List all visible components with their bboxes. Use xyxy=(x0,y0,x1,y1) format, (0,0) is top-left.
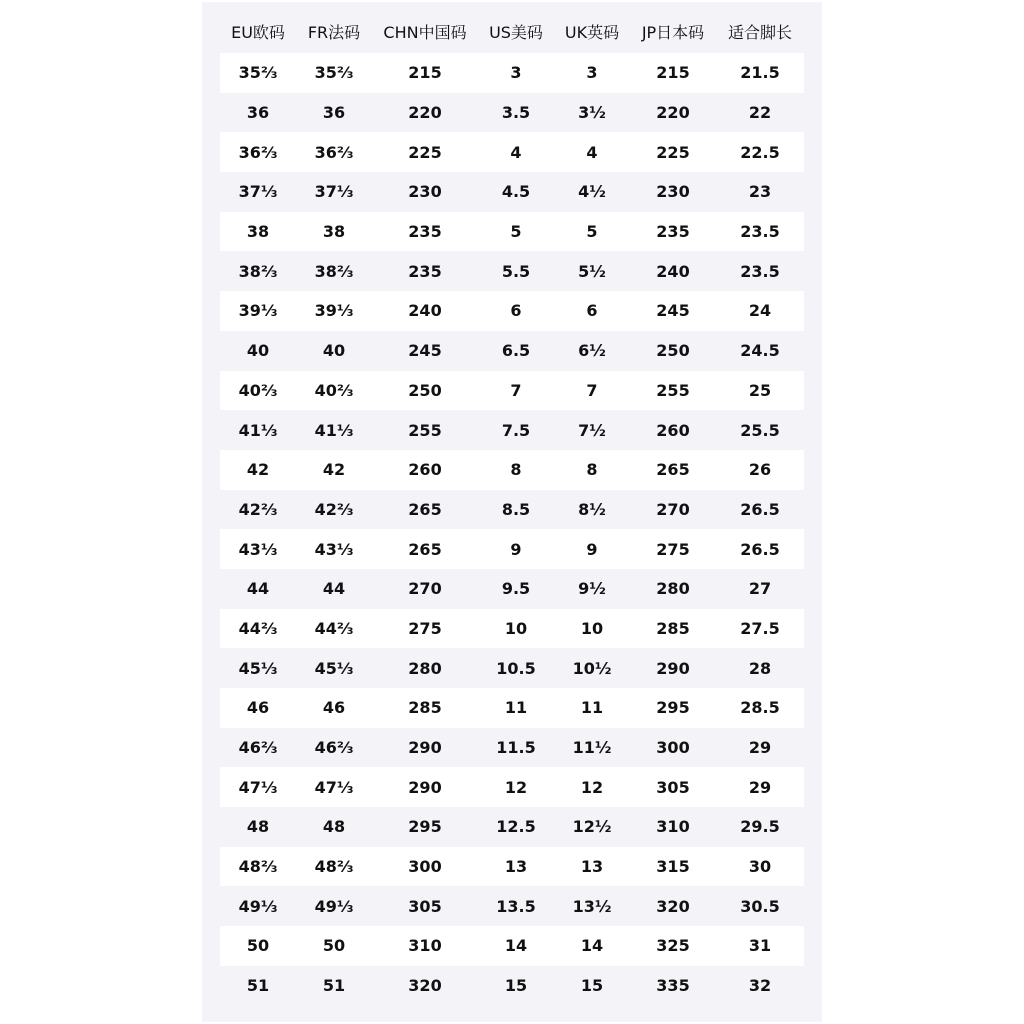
cell-us: 9 xyxy=(510,539,522,559)
cell-uk: 4 xyxy=(586,142,598,162)
cell-fr: 45⅓ xyxy=(314,658,354,678)
cell-uk: 8 xyxy=(586,460,598,480)
cell-foot-length: 29 xyxy=(748,777,772,797)
cell-chn: 260 xyxy=(408,460,442,480)
cell-foot-length: 24 xyxy=(748,301,772,321)
cell-foot-length: 32 xyxy=(748,976,772,996)
size-chart-panel xyxy=(202,2,822,1022)
table-body xyxy=(220,53,804,1006)
table-row xyxy=(220,847,804,887)
cell-foot-length: 30 xyxy=(748,857,772,877)
cell-jp: 300 xyxy=(656,738,690,758)
table-row xyxy=(220,331,804,371)
cell-uk: 12 xyxy=(580,777,604,797)
table-row xyxy=(220,450,804,490)
cell-us: 10 xyxy=(504,618,528,638)
table-row xyxy=(220,291,804,331)
cell-us: 13 xyxy=(504,857,528,877)
cell-fr: 37⅓ xyxy=(314,182,354,202)
cell-eu: 51 xyxy=(246,976,270,996)
cell-chn: 310 xyxy=(408,936,442,956)
header-us: US美码 xyxy=(489,22,543,42)
cell-chn: 220 xyxy=(408,103,442,123)
cell-chn: 320 xyxy=(408,976,442,996)
table-row xyxy=(220,926,804,966)
cell-uk: 14 xyxy=(580,936,604,956)
table-row xyxy=(220,966,804,1006)
cell-chn: 265 xyxy=(408,539,442,559)
cell-fr: 39⅓ xyxy=(314,301,354,321)
table-row xyxy=(220,490,804,530)
cell-fr: 42 xyxy=(322,460,346,480)
cell-jp: 290 xyxy=(656,658,690,678)
cell-foot-length: 28.5 xyxy=(740,698,780,718)
cell-foot-length: 31 xyxy=(748,936,772,956)
cell-eu: 37⅓ xyxy=(238,182,278,202)
cell-chn: 280 xyxy=(408,658,442,678)
cell-chn: 275 xyxy=(408,618,442,638)
cell-uk: 13½ xyxy=(572,896,612,916)
cell-foot-length: 22.5 xyxy=(740,142,780,162)
cell-us: 8.5 xyxy=(501,499,531,519)
cell-us: 6.5 xyxy=(501,341,531,361)
cell-jp: 250 xyxy=(656,341,690,361)
cell-eu: 47⅓ xyxy=(238,777,278,797)
header-foot-length: 适合脚长 xyxy=(727,22,792,42)
cell-uk: 10½ xyxy=(572,658,612,678)
cell-fr: 49⅓ xyxy=(314,896,354,916)
cell-foot-length: 26 xyxy=(748,460,772,480)
table-row xyxy=(220,251,804,291)
cell-foot-length: 26.5 xyxy=(740,499,780,519)
cell-jp: 335 xyxy=(656,976,690,996)
cell-foot-length: 25 xyxy=(748,380,772,400)
header-eu: EU欧码 xyxy=(231,22,285,42)
cell-chn: 300 xyxy=(408,857,442,877)
cell-foot-length: 28 xyxy=(748,658,772,678)
cell-eu: 44⅔ xyxy=(238,618,278,638)
cell-uk: 3½ xyxy=(578,103,606,123)
header-fr: FR法码 xyxy=(307,22,361,42)
cell-eu: 45⅓ xyxy=(238,658,278,678)
cell-uk: 11 xyxy=(580,698,604,718)
cell-foot-length: 27.5 xyxy=(740,618,780,638)
cell-eu: 46 xyxy=(246,698,270,718)
cell-us: 7.5 xyxy=(501,420,531,440)
cell-us: 10.5 xyxy=(496,658,536,678)
cell-uk: 7 xyxy=(586,380,598,400)
table-header xyxy=(220,12,804,50)
cell-jp: 235 xyxy=(656,222,690,242)
table-row xyxy=(220,172,804,212)
cell-fr: 48⅔ xyxy=(314,857,354,877)
cell-us: 11 xyxy=(504,698,528,718)
cell-uk: 9 xyxy=(586,539,598,559)
cell-chn: 235 xyxy=(408,222,442,242)
cell-uk: 4½ xyxy=(578,182,606,202)
cell-foot-length: 29 xyxy=(748,738,772,758)
cell-chn: 270 xyxy=(408,579,442,599)
cell-us: 5 xyxy=(510,222,522,242)
cell-foot-length: 25.5 xyxy=(740,420,780,440)
cell-fr: 47⅓ xyxy=(314,777,354,797)
table-row xyxy=(220,93,804,133)
cell-jp: 265 xyxy=(656,460,690,480)
cell-fr: 44⅔ xyxy=(314,618,354,638)
cell-jp: 325 xyxy=(656,936,690,956)
cell-fr: 44 xyxy=(322,579,346,599)
cell-foot-length: 26.5 xyxy=(740,539,780,559)
table-row xyxy=(220,886,804,926)
cell-eu: 38⅔ xyxy=(238,261,278,281)
cell-fr: 36 xyxy=(322,103,346,123)
cell-eu: 42 xyxy=(246,460,270,480)
cell-eu: 35⅔ xyxy=(238,63,278,83)
cell-fr: 36⅔ xyxy=(314,142,354,162)
cell-eu: 36 xyxy=(246,103,270,123)
cell-us: 9.5 xyxy=(501,579,531,599)
cell-eu: 43⅓ xyxy=(238,539,278,559)
cell-us: 8 xyxy=(510,460,522,480)
cell-fr: 51 xyxy=(322,976,346,996)
table-row xyxy=(220,371,804,411)
cell-jp: 280 xyxy=(656,579,690,599)
cell-uk: 6½ xyxy=(578,341,606,361)
header-jp: JP日本码 xyxy=(641,22,705,42)
cell-eu: 48 xyxy=(246,817,270,837)
cell-jp: 240 xyxy=(656,261,690,281)
cell-jp: 295 xyxy=(656,698,690,718)
cell-eu: 40 xyxy=(246,341,270,361)
cell-uk: 5½ xyxy=(578,261,606,281)
header-chn: CHN中国码 xyxy=(383,22,467,42)
table-row xyxy=(220,410,804,450)
cell-eu: 36⅔ xyxy=(238,142,278,162)
table-row xyxy=(220,807,804,847)
cell-eu: 48⅔ xyxy=(238,857,278,877)
cell-chn: 225 xyxy=(408,142,442,162)
cell-us: 14 xyxy=(504,936,528,956)
header-uk: UK英码 xyxy=(564,22,620,42)
cell-foot-length: 23.5 xyxy=(740,222,780,242)
cell-uk: 6 xyxy=(586,301,598,321)
cell-uk: 7½ xyxy=(578,420,606,440)
cell-eu: 41⅓ xyxy=(238,420,278,440)
cell-foot-length: 21.5 xyxy=(740,63,780,83)
cell-fr: 40⅔ xyxy=(314,380,354,400)
cell-fr: 50 xyxy=(322,936,346,956)
cell-chn: 305 xyxy=(408,896,442,916)
cell-jp: 285 xyxy=(656,618,690,638)
cell-jp: 275 xyxy=(656,539,690,559)
cell-jp: 215 xyxy=(656,63,690,83)
cell-fr: 46⅔ xyxy=(314,738,354,758)
cell-us: 13.5 xyxy=(496,896,536,916)
cell-foot-length: 23 xyxy=(748,182,772,202)
cell-uk: 9½ xyxy=(578,579,606,599)
cell-eu: 42⅔ xyxy=(238,499,278,519)
cell-fr: 43⅓ xyxy=(314,539,354,559)
cell-us: 15 xyxy=(504,976,528,996)
table-row xyxy=(220,609,804,649)
cell-uk: 13 xyxy=(580,857,604,877)
cell-chn: 245 xyxy=(408,341,442,361)
cell-foot-length: 24.5 xyxy=(740,341,780,361)
cell-uk: 12½ xyxy=(572,817,612,837)
cell-jp: 315 xyxy=(656,857,690,877)
cell-eu: 44 xyxy=(246,579,270,599)
cell-foot-length: 22 xyxy=(748,103,772,123)
cell-fr: 40 xyxy=(322,341,346,361)
cell-eu: 50 xyxy=(246,936,270,956)
cell-chn: 290 xyxy=(408,777,442,797)
cell-jp: 255 xyxy=(656,380,690,400)
cell-uk: 15 xyxy=(580,976,604,996)
table-row xyxy=(220,529,804,569)
cell-chn: 290 xyxy=(408,738,442,758)
cell-eu: 46⅔ xyxy=(238,738,278,758)
cell-jp: 270 xyxy=(656,499,690,519)
cell-uk: 10 xyxy=(580,618,604,638)
cell-fr: 41⅓ xyxy=(314,420,354,440)
cell-us: 12.5 xyxy=(496,817,536,837)
table-row xyxy=(220,53,804,93)
cell-us: 3 xyxy=(510,63,522,83)
cell-eu: 38 xyxy=(246,222,270,242)
table-row xyxy=(220,688,804,728)
cell-us: 4.5 xyxy=(501,182,531,202)
cell-chn: 265 xyxy=(408,499,442,519)
cell-us: 12 xyxy=(504,777,528,797)
table-row xyxy=(220,728,804,768)
cell-chn: 295 xyxy=(408,817,442,837)
cell-jp: 260 xyxy=(656,420,690,440)
table-row xyxy=(220,569,804,609)
cell-foot-length: 27 xyxy=(748,579,772,599)
cell-jp: 245 xyxy=(656,301,690,321)
cell-fr: 38⅔ xyxy=(314,261,354,281)
cell-chn: 285 xyxy=(408,698,442,718)
cell-foot-length: 29.5 xyxy=(740,817,780,837)
table-row xyxy=(220,648,804,688)
cell-jp: 305 xyxy=(656,777,690,797)
cell-uk: 8½ xyxy=(578,499,606,519)
cell-fr: 42⅔ xyxy=(314,499,354,519)
table-row xyxy=(220,767,804,807)
cell-fr: 38 xyxy=(322,222,346,242)
cell-eu: 49⅓ xyxy=(238,896,278,916)
cell-us: 7 xyxy=(510,380,522,400)
cell-chn: 240 xyxy=(408,301,442,321)
cell-us: 11.5 xyxy=(496,738,536,758)
cell-chn: 230 xyxy=(408,182,442,202)
cell-eu: 40⅔ xyxy=(238,380,278,400)
cell-jp: 230 xyxy=(656,182,690,202)
cell-fr: 48 xyxy=(322,817,346,837)
cell-chn: 250 xyxy=(408,380,442,400)
cell-us: 5.5 xyxy=(501,261,531,281)
cell-jp: 225 xyxy=(656,142,690,162)
cell-uk: 3 xyxy=(586,63,598,83)
cell-us: 6 xyxy=(510,301,522,321)
cell-uk: 11½ xyxy=(572,738,612,758)
cell-us: 3.5 xyxy=(501,103,531,123)
cell-jp: 310 xyxy=(656,817,690,837)
table-row xyxy=(220,132,804,172)
cell-jp: 320 xyxy=(656,896,690,916)
cell-eu: 39⅓ xyxy=(238,301,278,321)
cell-chn: 235 xyxy=(408,261,442,281)
cell-chn: 255 xyxy=(408,420,442,440)
cell-jp: 220 xyxy=(656,103,690,123)
cell-foot-length: 30.5 xyxy=(740,896,780,916)
cell-chn: 215 xyxy=(408,63,442,83)
cell-uk: 5 xyxy=(586,222,598,242)
cell-fr: 35⅔ xyxy=(314,63,354,83)
cell-us: 4 xyxy=(510,142,522,162)
cell-fr: 46 xyxy=(322,698,346,718)
cell-foot-length: 23.5 xyxy=(740,261,780,281)
table-row xyxy=(220,212,804,252)
